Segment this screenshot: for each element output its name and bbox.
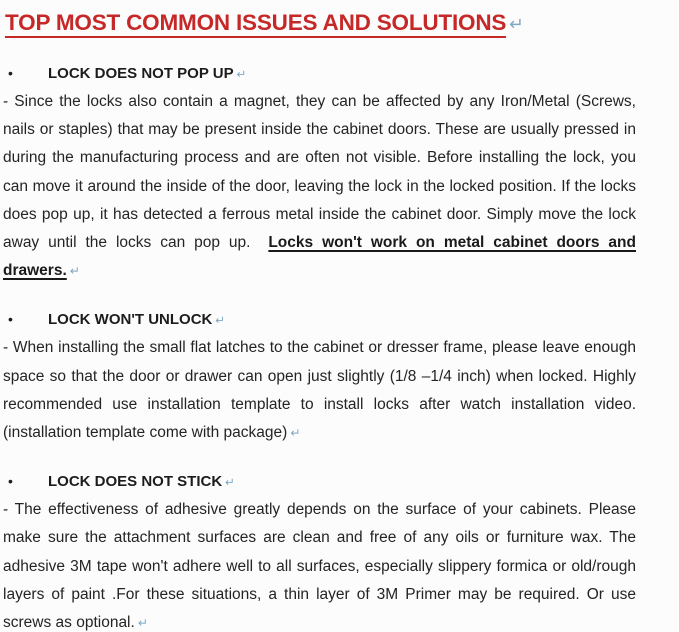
paragraph-mark-icon: ↵: [215, 313, 226, 328]
section-body: [3, 334, 636, 447]
paragraph-mark-icon: ↵: [509, 15, 524, 35]
body-text-emphasis: Locks won't work on metal cabinet doors and drawers.: [3, 234, 636, 280]
paragraph-mark-icon: ↵: [290, 426, 301, 441]
section-body: [3, 496, 636, 632]
section-lock-does-not-stick: [3, 471, 636, 632]
section-lock-wont-unlock: [3, 309, 636, 447]
section-heading-text: LOCK DOES NOT STICK: [48, 473, 223, 491]
section-heading: [3, 63, 636, 84]
paragraph-mark-icon: ↵: [236, 67, 247, 81]
bullet-icon: •: [8, 65, 13, 81]
page-title: [3, 0, 636, 39]
body-text: - When installing the small flat latches to the cabinet or dresser frame, please leave enough space so that the door or drawer can open just slightly (1/8 –1/4 inch) when locked. Highly recommended use installation template to install locks after watch installation video. (installation template come with package): [3, 339, 636, 442]
section-lock-does-not-pop-up: [3, 63, 636, 285]
paragraph-mark-icon: ↵: [225, 475, 235, 490]
bullet-icon: •: [8, 311, 13, 328]
section-heading-text: LOCK DOES NOT POP UP: [48, 65, 234, 82]
page-title-text: TOP MOST COMMON ISSUES AND SOLUTIONS: [5, 10, 506, 38]
paragraph-mark-icon: ↵: [137, 616, 148, 631]
body-text: - Since the locks also contain a magnet, they can be affected by any Iron/Metal (Screws, nails or staples) that may be present inside the cabinet doors. These are usually pressed in during the manufacturing process and are often not visible. Before installing the lock, you can move it around the inside of the door, leaving the lock in the locked position. If the locks does pop up, it has detected a ferrous metal inside the cabinet door. Simply move the lock away until the locks can pop up.: [3, 93, 636, 252]
paragraph-mark-icon: ↵: [69, 264, 80, 279]
section-heading-text: LOCK WON'T UNLOCK: [48, 311, 213, 329]
section-heading: [3, 471, 636, 492]
bullet-icon: •: [8, 473, 13, 490]
body-text: - The effectiveness of adhesive greatly depends on the surface of your cabinets. Please make sure the attachment surfaces are clean and free of any oils or furniture wax. The adhesive 3M tape won't adhere well to all surfaces, especially slippery formica or old/rough layers of paint .For these situations, a thin layer of 3M Primer may be required. Or use screws as optional.: [3, 501, 636, 632]
section-body: [3, 88, 636, 285]
section-heading: [3, 309, 636, 330]
